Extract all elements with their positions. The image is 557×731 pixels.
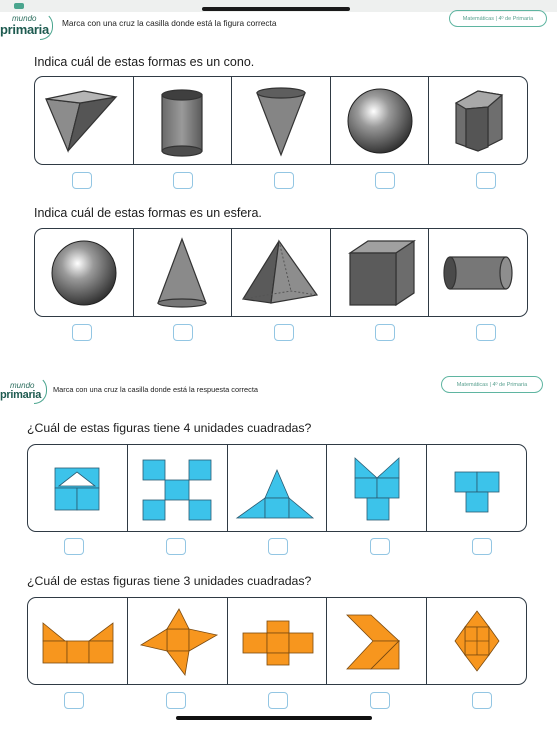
checkbox-m-shape[interactable]: [64, 692, 84, 709]
home-indicator-bar: [176, 716, 372, 720]
instruction-text: Marca con una cruz la casilla donde está la figura correcta: [62, 18, 277, 28]
sphere-icon: [38, 233, 130, 313]
checkbox-octagon-shape[interactable]: [472, 692, 492, 709]
checkbox-cylinder-2[interactable]: [476, 324, 496, 341]
cube-icon: [334, 233, 426, 313]
logo-arc-icon: [34, 376, 47, 404]
option-t-shape: [427, 445, 526, 531]
subject-badge: Matemáticas | 4º de Primaria: [449, 10, 547, 27]
checkbox-x-shape[interactable]: [166, 538, 186, 555]
shapes-box-3-units: [27, 597, 527, 685]
option-sphere-2: [35, 229, 134, 316]
checkbox-cone[interactable]: [274, 172, 294, 189]
pyramid-icon: [235, 233, 327, 313]
checkbox-triangle-shape[interactable]: [268, 538, 288, 555]
option-pentagonal-prism: [429, 77, 527, 164]
option-m-shape: [28, 598, 128, 684]
option-cone: [232, 77, 331, 164]
checkbox-sphere[interactable]: [375, 172, 395, 189]
checkbox-pentagonal-prism[interactable]: [476, 172, 496, 189]
question-4-units: ¿Cuál de estas figuras tiene 4 unidades cuadradas?: [27, 421, 312, 435]
mundo-primaria-logo: [0, 376, 50, 404]
shapes-box-sphere: [34, 228, 528, 317]
cylinder-icon: [136, 81, 228, 161]
subject-badge: Matemáticas | 4º de Primaria: [441, 376, 543, 393]
question-sphere: Indica cuál de estas formas es un esfera.: [34, 206, 262, 220]
option-x-shape: [128, 445, 228, 531]
house-shape-icon: [29, 448, 125, 528]
x-shape-icon: [129, 448, 225, 528]
option-pyramid-2: [232, 229, 331, 316]
checkbox-crown-shape[interactable]: [370, 538, 390, 555]
checkbox-cross-shape[interactable]: [268, 692, 288, 709]
t-shape-icon: [429, 448, 525, 528]
pinwheel-shape-icon: [129, 601, 225, 681]
option-house-shape: [28, 445, 128, 531]
checkbox-cube[interactable]: [375, 324, 395, 341]
checkbox-pyramid[interactable]: [72, 172, 92, 189]
shapes-box-cone: [34, 76, 528, 165]
checkbox-cylinder[interactable]: [173, 172, 193, 189]
checkbox-pyramid-2[interactable]: [274, 324, 294, 341]
worksheet-2-header: [0, 376, 557, 404]
worksheet-1-header: [0, 12, 557, 40]
logo-arc-icon: [40, 12, 53, 40]
checkbox-cone-2[interactable]: [173, 324, 193, 341]
triangle-shape-icon: [229, 448, 325, 528]
question-cone: Indica cuál de estas formas es un cono.: [34, 55, 255, 69]
pentagonal-prism-icon: [432, 81, 524, 161]
option-cross-shape: [228, 598, 328, 684]
cone-icon: [235, 81, 327, 161]
m-shape-icon: [29, 601, 125, 681]
option-sphere: [331, 77, 430, 164]
sphere-icon: [334, 81, 426, 161]
checkbox-t-shape[interactable]: [472, 538, 492, 555]
octagon-shape-icon: [429, 601, 525, 681]
option-pinwheel-shape: [128, 598, 228, 684]
instruction-text: Marca con una cruz la casilla donde está la respuesta correcta: [53, 385, 258, 394]
option-octagon-shape: [427, 598, 526, 684]
cylinder-icon: [432, 233, 524, 313]
cross-shape-icon: [229, 601, 325, 681]
question-3-units: ¿Cuál de estas figuras tiene 3 unidades cuadradas?: [27, 574, 312, 588]
cone-icon: [136, 233, 228, 313]
pyramid-icon: [38, 81, 130, 161]
option-cylinder: [134, 77, 233, 164]
mundo-primaria-logo: [0, 12, 50, 40]
checkbox-arrow-shape[interactable]: [370, 692, 390, 709]
option-cone-2: [134, 229, 233, 316]
option-arrow-shape: [327, 598, 427, 684]
option-pyramid: [35, 77, 134, 164]
tab-indicator: [14, 3, 24, 9]
option-cube: [331, 229, 430, 316]
logo-big-text: primaria: [0, 389, 42, 401]
shapes-box-4-units: [27, 444, 527, 532]
logo-small-text: mundo: [10, 381, 35, 390]
crown-shape-icon: [329, 448, 425, 528]
checkbox-pinwheel-shape[interactable]: [166, 692, 186, 709]
checkbox-sphere-2[interactable]: [72, 324, 92, 341]
option-cylinder-2: [429, 229, 527, 316]
logo-small-text: mundo: [12, 14, 37, 23]
option-triangle-shape: [228, 445, 328, 531]
logo-big-text: primaria: [0, 22, 49, 37]
status-pill: [202, 7, 350, 11]
checkbox-house-shape[interactable]: [64, 538, 84, 555]
arrow-shape-icon: [329, 601, 425, 681]
option-crown-shape: [327, 445, 427, 531]
